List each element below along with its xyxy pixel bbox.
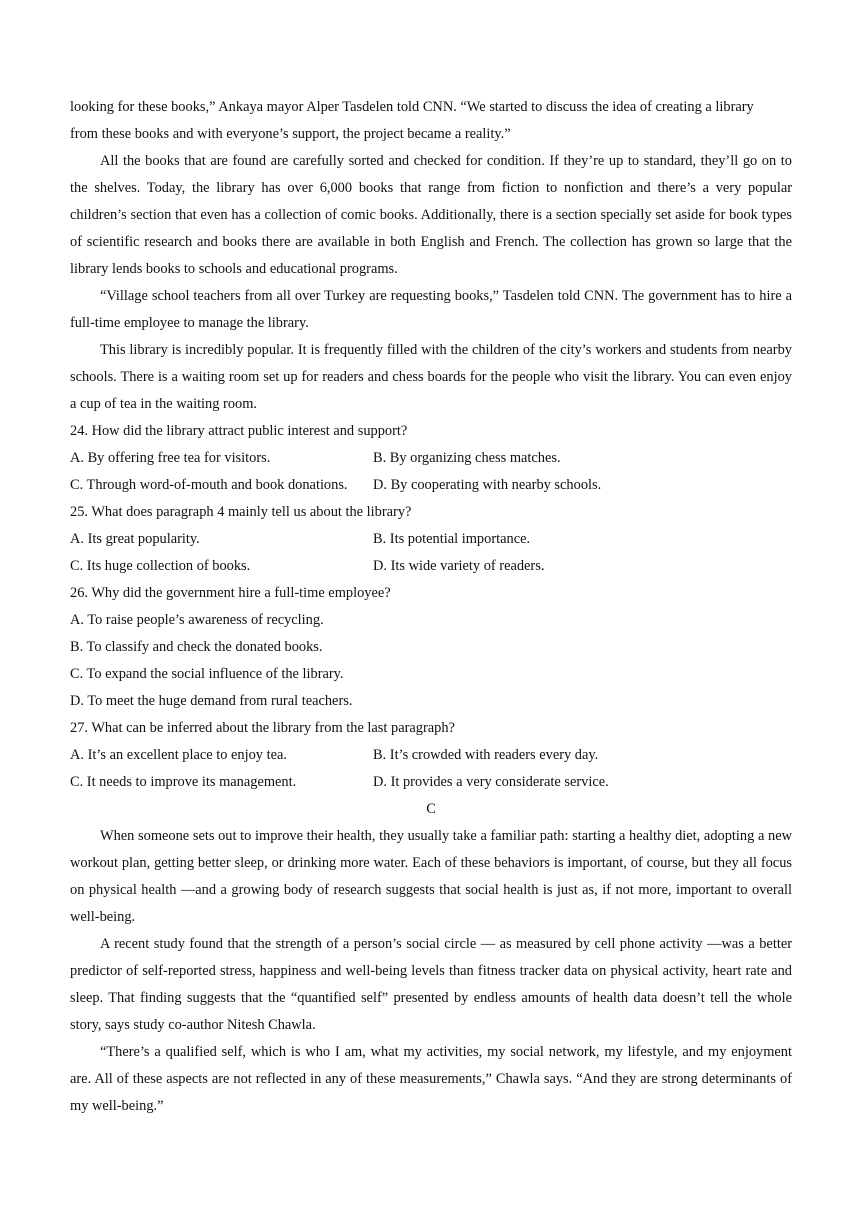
question-27-option-d[interactable]: D. It provides a very considerate service. xyxy=(373,774,609,790)
question-25-options-row-2 xyxy=(70,553,792,580)
passage-b-paragraph-3: “Village school teachers from all over Turkey are requesting books,” Tasdelen told CNN. The government has to hire a full-time employee to manage the library. xyxy=(70,288,792,331)
passage-b-paragraph-4: This library is incredibly popular. It is frequently filled with the children of the city’s workers and students from nearby schools. There is a waiting room set up for readers and chess boards for the people who visit the library. You can even enjoy a cup of tea in the waiting room. xyxy=(70,342,792,412)
passage-c-heading: C xyxy=(426,801,436,817)
question-24-options-row-2 xyxy=(70,472,792,499)
passage-b-p1-line1: looking for these books,” Ankaya mayor Alper Tasdelen told CNN. “We started to discuss the idea of creating a library xyxy=(70,99,754,115)
question-24-option-d[interactable]: D. By cooperating with nearby schools. xyxy=(373,477,602,493)
question-27-stem: 27. What can be inferred about the library from the last paragraph? xyxy=(70,720,455,736)
exam-page xyxy=(70,94,792,1120)
passage-c-paragraph-1: When someone sets out to improve their health, they usually take a familiar path: starting a healthy diet, adopting a new workout plan, getting better sleep, or drinking more water. Each of these behaviors is important, of course, but they all focus on physical health —and a growing body of research suggests that social health is just as, if not more, important to overall well-being. xyxy=(70,828,792,925)
question-24-option-c[interactable]: C. Through word-of-mouth and book donations. xyxy=(70,477,348,493)
question-26-option-b[interactable]: B. To classify and check the donated books. xyxy=(70,639,323,655)
question-25-stem: 25. What does paragraph 4 mainly tell us about the library? xyxy=(70,504,412,520)
question-25-option-b[interactable]: B. Its potential importance. xyxy=(373,531,531,547)
passage-b-paragraph-2: All the books that are found are carefully sorted and checked for condition. If they’re up to standard, they’ll go on to the shelves. Today, the library has over 6,000 books that range from fiction to nonfiction and there’s a very popular children’s section that even has a collection of comic books. Additionally, there is a section specially set aside for book types of scientific research and books there are available in both English and French. The collection has grown so large that the library lends books to schools and educational programs. xyxy=(70,153,792,277)
question-27-option-a[interactable]: A. It’s an excellent place to enjoy tea. xyxy=(70,747,287,763)
question-25-options-row-1 xyxy=(70,526,792,553)
question-24-option-b[interactable]: B. By organizing chess matches. xyxy=(373,450,561,466)
question-25-option-c[interactable]: C. Its huge collection of books. xyxy=(70,558,251,574)
question-27-option-b[interactable]: B. It’s crowded with readers every day. xyxy=(373,747,599,763)
question-26-option-c[interactable]: C. To expand the social influence of the library. xyxy=(70,666,344,682)
question-26-option-d[interactable]: D. To meet the huge demand from rural teachers. xyxy=(70,693,353,709)
question-27-options-row-2 xyxy=(70,769,792,796)
passage-c-paragraph-3: “There’s a qualified self, which is who I am, what my activities, my social network, my lifestyle, and my enjoyment are. All of these aspects are not reflected in any of these measurements,” Chawla says. “And they are strong determinants of my well-being.” xyxy=(70,1044,792,1114)
question-26-option-a[interactable]: A. To raise people’s awareness of recycling. xyxy=(70,612,324,628)
question-24-stem: 24. How did the library attract public interest and support? xyxy=(70,423,408,439)
passage-c-paragraph-2: A recent study found that the strength of a person’s social circle — as measured by cell phone activity —was a better predictor of self-reported stress, happiness and well-being levels than fitness tracker data on physical activity, heart rate and sleep. That finding suggests that the “quantified self” presented by endless amounts of health data doesn’t tell the whole story, says study co-author Nitesh Chawla. xyxy=(70,936,792,1033)
passage-b-p1-line2: from these books and with everyone’s support, the project became a reality.” xyxy=(70,126,511,142)
question-24-options-row-1 xyxy=(70,445,792,472)
question-25-option-d[interactable]: D. Its wide variety of readers. xyxy=(373,558,545,574)
question-27-option-c[interactable]: C. It needs to improve its management. xyxy=(70,774,297,790)
question-25-option-a[interactable]: A. Its great popularity. xyxy=(70,531,200,547)
question-27-options-row-1 xyxy=(70,742,792,769)
question-24-option-a[interactable]: A. By offering free tea for visitors. xyxy=(70,450,271,466)
question-26-stem: 26. Why did the government hire a full-time employee? xyxy=(70,585,391,601)
